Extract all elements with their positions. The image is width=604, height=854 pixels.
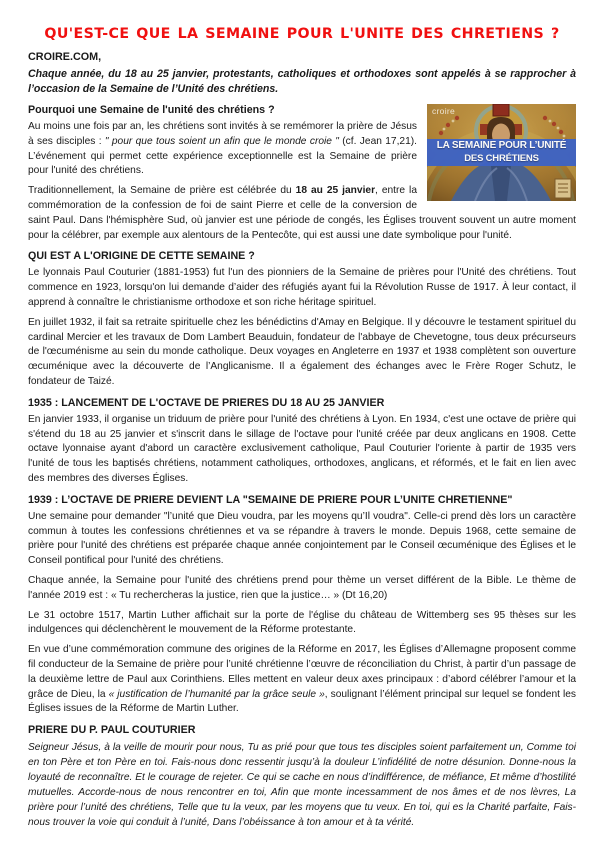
text-run: (cf. Jean 17,21). L’événement qui permet cette expérience exceptionnelle est la Semaine de prière pour l'unité des chrétiens. (28, 135, 417, 177)
paragraph-retraite: En juillet 1932, il fait sa retraite spirituelle chez les bénédictins d'Amay en Belgique. Il y découvre le testament spirituel du cardinal Mercier et les travaux de Dom Lambert Beauduin, fondateur de l'abbaye de Chevetogne, tous deux précurseurs de l'œcuménisme au sein du monde catholique. Deux voyages en Angleterre en 1937 et 1938 complètent son ouverture œcuménique avec la découverte de l’Anglicanisme. Il a également des échanges avec le Frère Roger Schutz, le fondateur de Taizé. (28, 316, 576, 387)
source-line: CROIRE.COM, (28, 51, 102, 63)
justification-quote: « justification de l’humanité par la grâce seule » (108, 688, 325, 700)
heading-origine: QUI EST A L'ORIGINE DE CETTE SEMAINE ? (28, 250, 255, 263)
heading-1939: 1939 : L’OCTAVE DE PRIERE DEVIENT LA "SEMAINE DE PRIERE POUR L’UNITE CHRETIENNE" (28, 493, 513, 506)
paragraph-semaine-commune: Une semaine pour demander "l’unité que Dieu voudra, par les moyens qu’Il voudra". Celle-ci prend dès lors un caractère commun à toutes les confessions chrétiennes et va se répandre à travers le monde. Depuis 1968, cette semaine de prière pour l'unité des chrétiens est préparée chaque année conjointement par le Conseil œcuménique des Églises et le Conseil pontifical pour l'unité des chrétiens. (28, 510, 576, 567)
banner-line-2: DES CHRÉTIENS (464, 152, 539, 164)
heading-pourquoi: Pourquoi une Semaine de l'unité des chrétiens ? (28, 104, 275, 116)
unity-week-photo (427, 104, 576, 201)
intro-paragraph: Chaque année, du 18 au 25 janvier, protestants, catholiques et orthodoxes sont appelés à se rapprocher à l’occasion de la Semaine de l’Unité des chrétiens. (28, 68, 576, 95)
text-run: , soulignant l’élément principal sur lequel se fondent les Églises issues de la Réforme de Martin Luther. (28, 688, 576, 715)
photo-banner (427, 139, 576, 166)
paragraph-theme-2019: Chaque année, la Semaine pour l'unité des chrétiens prend pour thème un verset différent de la Bible. Le thème de l'année 2019 est : « Tu rechercheras la justice, rien que la justice… » (Dt 16,20) (28, 574, 576, 601)
scripture-quote: " pour que tous soient un afin que le monde croie " (104, 135, 339, 147)
paragraph-luther: Le 31 octobre 1517, Martin Luther affichait sur la porte de l'église du château de Wittemberg ses 95 thèses sur les indulgences qui déclenchèrent le mouvement de la Réforme protestante. (28, 609, 576, 636)
banner-line-1: LA SEMAINE POUR L’UNITÉ (436, 140, 567, 151)
croire-watermark: croire (432, 106, 456, 116)
dates-emphasis: 18 au 25 janvier (295, 185, 376, 197)
page-title: QU'EST-CE QUE LA SEMAINE POUR L'UNITE DES CHRETIENS ? (44, 26, 560, 42)
text-run: En vue d’une commémoration commune des origines de la Réforme en 2017, les Églises d’Allemagne proposent comme fil conducteur de la Semaine de prière pour l’unité chrétienne l’œuvre de réconciliation du Christ, à partir d’un passage de la deuxième lettre de Paul aux Corinthiens. Elles mettent en valeur deux axes principaux : d’abord célébrer l’amour et la grâce de Dieu, la (28, 644, 576, 700)
heading-priere: PRIERE DU P. PAUL COUTURIER (28, 724, 196, 737)
text-run: Traditionnellement, la Semaine de prière est célébrée du (28, 185, 296, 197)
paragraph-reforme-2017 (28, 643, 576, 717)
paragraph-couturier: Le lyonnais Paul Couturier (1881-1953) fut l'un des pionniers de la Semaine de prières pour l'Unité des chrétiens. Tout commence en 1923, lorsqu'on lui demande d’aider des réfugiés ayant fui la Révolution Russe de 1917. À leur contact, il apprend à connaître le christianisme orthodoxe et son riche héritage spirituel. (28, 267, 576, 308)
paragraph-prayer: Seigneur Jésus, à la veille de mourir pour nous, Tu as prié pour que tous tes disciples soient parfaitement un, Comme toi en ton Père et ton Père en toi. Fais-nous donc ressentir jusqu’à la douleur L’infidélité de notre désunion. Donne-nous la loyauté de reconnaître. Et le courage de rejeter. Ce qui se cache en nous d’indifférence, de méfiance, Et même d’hostilité mutuelles. Accorde-nous de nous rencontrer en toi, Afin que monte incessamment de nos âmes et de nos lèvres, La prière pour l’unité des chrétiens, Telle que tu la veux, par les moyens que tu veux. En toi, qui es la Charité parfaite, Fais-nous trouver la voie qui conduit à l’unité, Dans l’obéissance à ton amour et à ta vérité. (28, 742, 576, 829)
paragraph-octave: En janvier 1933, il organise un triduum de prière pour l'unité des chrétiens à Lyon. En 1934, c'est une octave de prière qui s'étend du 18 au 25 janvier et s'inscrit dans le sillage de l'octave pour l'unité créée par deux anglicans en 1908. Cette octave lyonnaise ayant d'abord un caractère exclusivement catholique, Paul Couturier l'oriente à partir de 1935 vers l'unité de tous les baptisés chrétiens, notamment catholiques, orthodoxes, anglicans, et réformés, et le fait en lien avec des membres des diverses Églises. (28, 413, 576, 484)
text-run: Au moins une fois par an, les chrétiens sont invités à se remémorer la prière de Jésus à ses disciples : (28, 121, 417, 147)
heading-1935: 1935 : LANCEMENT DE L'OCTAVE DE PRIERES DU 18 AU 25 JANVIER (28, 396, 385, 409)
text-run: , entre la commémoration de la confession de foi de saint Pierre et celle de la conversion de saint Paul. Dans l'hémisphère Sud, où janvier est une période de congés, les Églises trouvent souvent un autre moment pour la célébrer, par exemple aux alentours de la Pentecôte, qui est aussi une date symbolique pour l'unité. (28, 185, 576, 241)
